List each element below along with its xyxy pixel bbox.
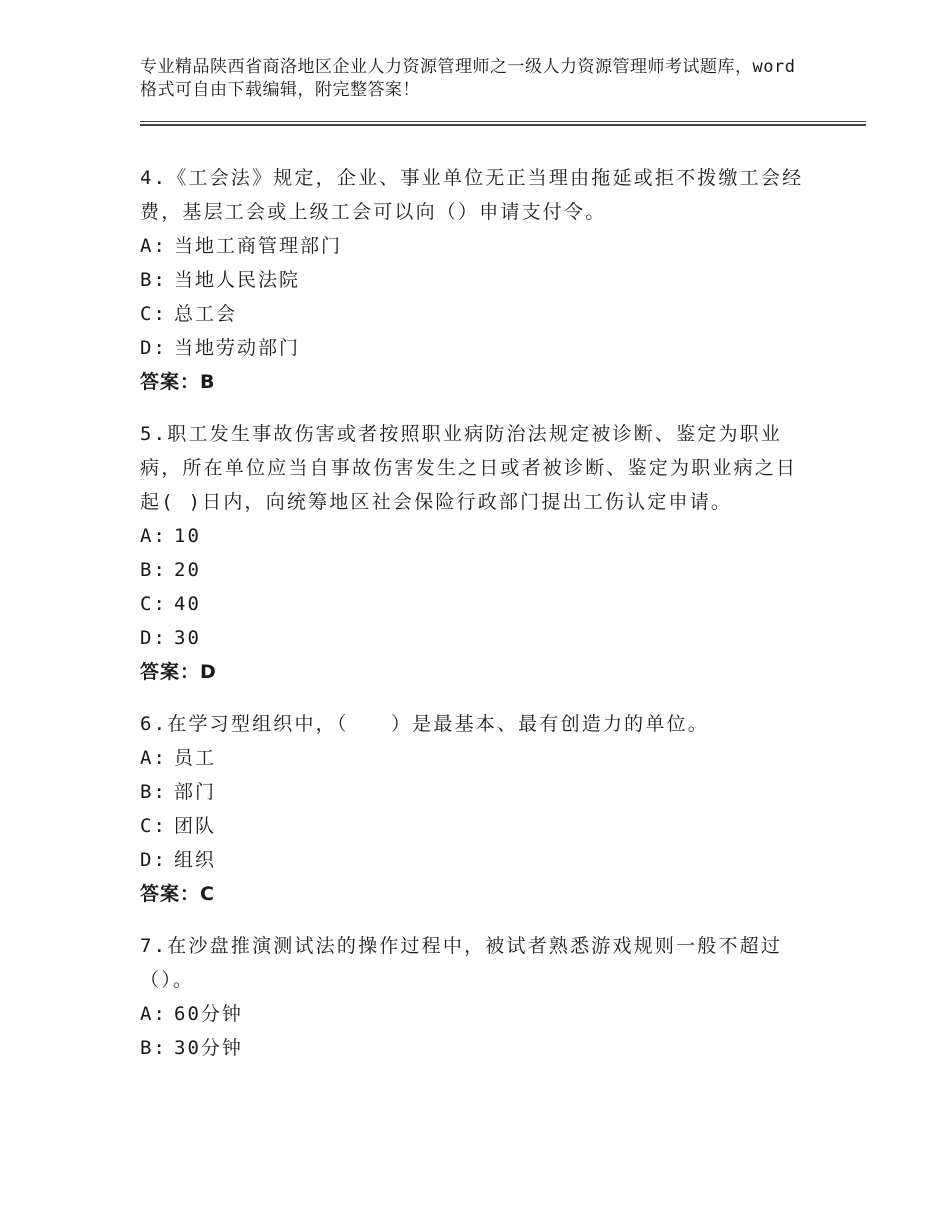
- question-5: [140, 417, 810, 689]
- option-b: [140, 263, 810, 297]
- option-a: [140, 229, 810, 263]
- option-text: 总工会: [174, 303, 238, 325]
- answer-label: 答案：D: [140, 661, 217, 683]
- option-c: [140, 587, 810, 621]
- option-text: 60分钟: [174, 1003, 243, 1025]
- header-divider: [140, 121, 866, 126]
- option-b: [140, 1031, 810, 1065]
- option-c: [140, 297, 810, 331]
- option-key: A:: [140, 235, 167, 257]
- option-text: 40: [174, 593, 201, 615]
- option-text: 部门: [174, 781, 217, 803]
- option-key: C:: [140, 593, 167, 615]
- question-stem: 4.《工会法》规定，企业、事业单位无正当理由拖延或拒不拨缴工会经费，基层工会或上级工会可以向（）申请支付令。: [140, 167, 804, 223]
- option-b: [140, 553, 810, 587]
- option-key: D:: [140, 627, 167, 649]
- option-key: C:: [140, 303, 167, 325]
- option-key: D:: [140, 849, 167, 871]
- question-4: [140, 161, 810, 399]
- option-a: [140, 741, 810, 775]
- option-text: 30: [174, 627, 201, 649]
- option-d: [140, 843, 810, 877]
- question-6: [140, 707, 810, 911]
- option-text: 员工: [174, 747, 217, 769]
- option-d: [140, 331, 810, 365]
- option-text: 30分钟: [174, 1037, 243, 1059]
- option-c: [140, 809, 810, 843]
- option-key: A:: [140, 525, 167, 547]
- option-text: 当地劳动部门: [174, 337, 301, 359]
- option-d: [140, 621, 810, 655]
- option-key: A:: [140, 1003, 167, 1025]
- option-key: D:: [140, 337, 167, 359]
- option-text: 组织: [174, 849, 217, 871]
- option-key: B:: [140, 269, 167, 291]
- option-text: 10: [174, 525, 201, 547]
- question-list: [140, 161, 810, 1083]
- answer-label: 答案：C: [140, 883, 215, 905]
- page-header-title: 专业精品陕西省商洛地区企业人力资源管理师之一级人力资源管理师考试题库，word格式可自由下载编辑，附完整答案！: [140, 57, 796, 100]
- option-key: C:: [140, 815, 167, 837]
- question-stem: 7.在沙盘推演测试法的操作过程中，被试者熟悉游戏规则一般不超过（）。: [140, 935, 783, 991]
- option-text: 20: [174, 559, 201, 581]
- option-key: B:: [140, 559, 167, 581]
- option-text: 当地工商管理部门: [174, 235, 343, 257]
- question-stem: 6.在学习型组织中，（ ）是最基本、最有创造力的单位。: [140, 713, 709, 735]
- option-a: [140, 997, 810, 1031]
- question-stem: 5.职工发生事故伤害或者按照职业病防治法规定被诊断、鉴定为职业病，所在单位应当自事故伤害发生之日或者被诊断、鉴定为职业病之日起( )日内，向统筹地区社会保险行政部门提出工伤认定申请。: [140, 423, 798, 513]
- question-7: [140, 929, 810, 1065]
- option-text: 当地人民法院: [174, 269, 301, 291]
- answer-label: 答案：B: [140, 371, 216, 393]
- option-text: 团队: [174, 815, 217, 837]
- option-a: [140, 519, 810, 553]
- option-b: [140, 775, 810, 809]
- option-key: B:: [140, 781, 167, 803]
- option-key: B:: [140, 1037, 167, 1059]
- option-key: A:: [140, 747, 167, 769]
